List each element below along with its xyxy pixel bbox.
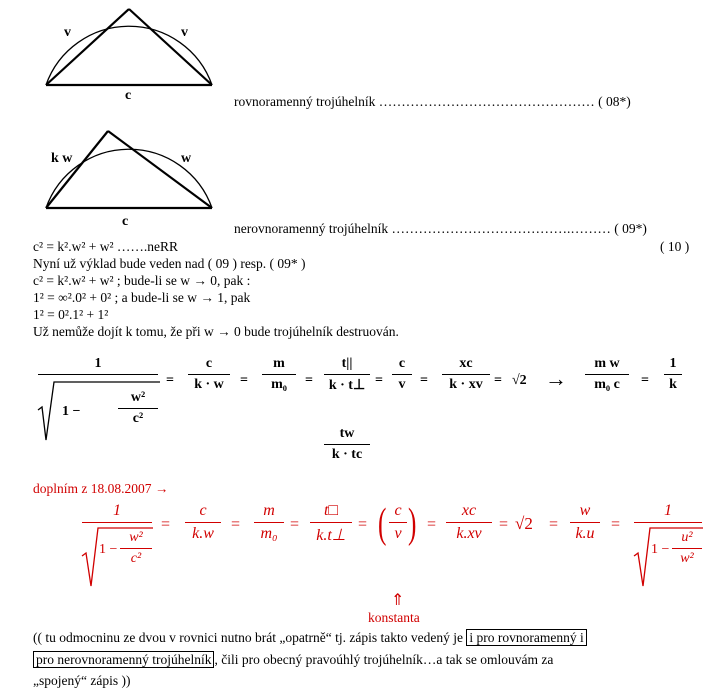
formula-red-ku: k.u (575, 525, 595, 542)
formula-red-w2: w² (129, 530, 143, 545)
paragraph-part3: „spojený“ zápis )) (33, 673, 131, 688)
equation-10: c² = k².w² + w² …….neRR (33, 239, 179, 254)
formula-red-sqrt2: √2 (515, 514, 533, 533)
formula-black-k-tperp: k · t⊥ (328, 378, 366, 393)
formula-red-eq7: = (549, 516, 559, 533)
triangle2-left-label: k w (51, 151, 73, 166)
formula-black-m0: m₀ (271, 377, 287, 392)
formula-red-m0: m₀ (260, 525, 278, 542)
formula-black-eq2: = (240, 373, 248, 388)
line-rovnoramenny: rovnoramenný trojúhelník ………………………………………… ( 08*) (234, 94, 631, 109)
formula-red-root-lead: 1 − (99, 542, 118, 557)
closing-paragraph-line2 (33, 652, 553, 668)
triangle2-right-label: w (181, 151, 192, 166)
formula-black-c-over-kw (188, 356, 230, 393)
formula-red-m-over-m0 (254, 502, 284, 543)
formula-black-c2: c² (132, 411, 144, 426)
formula-red-c-over-v (389, 502, 407, 543)
formula-red-u2-over-w2 (672, 530, 702, 567)
formula-black-eq6: = (494, 373, 502, 388)
formula-black-m: m (273, 356, 285, 371)
formula-red-eq5: = (427, 516, 437, 533)
formula-red-eq6: = (499, 516, 509, 533)
konstanta-label: konstanta (368, 610, 420, 625)
formula-black-root-fraction (38, 356, 158, 377)
triangle1-right-label: v (181, 25, 188, 40)
formula-black-xc: xc (459, 356, 473, 371)
text-line-b: 1² = ∞².0² + 0² ; a bude-li se w → 1, pak (33, 290, 251, 305)
formula-black-m-over-m0 (262, 356, 296, 393)
formula-red-c: c (199, 502, 207, 519)
triangle-diagram-isosceles (36, 2, 226, 102)
paragraph-boxed-2: pro nerovnoramenný trojúhelník (33, 651, 214, 668)
text-destruovan: Už nemůže dojít k tomu, že při w → 0 bude trojúhelník destruován. (33, 324, 399, 339)
formula-black-v: v (398, 377, 406, 392)
formula-red-root-lead-2: 1 − (651, 542, 670, 557)
formula-red-one: 1 (113, 502, 121, 519)
closing-paragraph-line3 (33, 673, 130, 689)
formula-black-mw: m w (594, 356, 620, 371)
formula-black-mw-over-m0c (585, 356, 629, 393)
formula-red-c-2: c (394, 502, 402, 519)
formula-red-k-tperp: k.t⊥ (316, 527, 346, 544)
formula-black-eq1: = (166, 373, 174, 388)
formula-red-lparen: ( (378, 501, 387, 547)
formula-red-rparen: ) (408, 501, 417, 547)
formula-red-root-fraction (82, 502, 152, 525)
formula-red-eq4: = (358, 516, 368, 533)
formula-red-kw: k.w (192, 525, 214, 542)
formula-red-xc-over-kxv (446, 502, 492, 543)
formula-red-t-over-ktperp (310, 502, 352, 545)
formula-black-eq3: = (305, 373, 313, 388)
formula-red-w2-2: w² (680, 551, 694, 566)
formula-black-tw: tw (339, 426, 355, 441)
line-nerovnoramenny: nerovnoramenný trojúhelník ………………………………….……… ( 09*) (234, 221, 647, 236)
formula-red-w-over-ku (570, 502, 600, 543)
triangle-diagram-nonisosceles (36, 124, 226, 224)
formula-black-m0c: m₀ c (594, 377, 620, 392)
formula-red-v: v (394, 525, 402, 542)
formula-red-m: m (263, 502, 275, 519)
formula-black-root-lead: 1 − (62, 404, 81, 419)
formula-black-ktc: k · tc (331, 447, 363, 462)
formula-black-kxv: k · xv (449, 377, 483, 392)
closing-paragraph-line1 (33, 630, 587, 646)
formula-black-sqrt2: √2 (512, 373, 527, 388)
formula-red-xc: xc (461, 502, 477, 519)
formula-black-one: 1 (94, 356, 102, 371)
paragraph-boxed-1: i pro rovnoramenný i (466, 629, 586, 646)
formula-black-w2: w² (130, 390, 146, 405)
equation-10-number: ( 10 ) (660, 239, 690, 254)
formula-red-c2: c² (130, 551, 142, 566)
formula-black-t-over-ktperp (324, 356, 370, 394)
formula-black-c-over-v (392, 356, 412, 393)
formula-black-tw-over-ktc (324, 426, 370, 463)
formula-black-t-par: t|| (341, 356, 353, 371)
triangle1-base-label: c (125, 88, 132, 103)
formula-red-eq3: = (290, 516, 300, 533)
formula-red-w: w (579, 502, 591, 519)
formula-red-c-over-kw (185, 502, 221, 543)
paragraph-part1: (( tu odmocninu ze dvou v rovnici nutno brát „opatrně“ tj. zápis takto vedený je (33, 630, 467, 645)
formula-black-kw: k · w (194, 377, 224, 392)
formula-red-t-box: t□ (323, 502, 339, 519)
paragraph-part2: , čili pro obecný pravoúhlý trojúhelník…a tak se omlouvám za (214, 652, 554, 667)
triangle2-base-label: c (122, 214, 129, 229)
formula-red-w2-over-c2 (120, 530, 152, 567)
formula-black-k: k (669, 377, 677, 392)
formula-red-one-2: 1 (664, 502, 672, 519)
formula-red-eq2: = (231, 516, 241, 533)
formula-red-u2: u² (681, 530, 693, 545)
formula-black-eq4: = (375, 373, 383, 388)
triangle1-left-label: v (64, 25, 71, 40)
formula-red-eq8: = (611, 516, 621, 533)
formula-black-eq5: = (420, 373, 428, 388)
text-vyklad: Nyní už výklad bude veden nad ( 09 ) resp. ( 09* ) (33, 256, 306, 271)
formula-black-w2-over-c2 (118, 390, 158, 427)
formula-black-one-2: 1 (669, 356, 677, 371)
formula-black-xc-over-kxv (442, 356, 490, 393)
text-line-a: c² = k².w² + w² ; bude-li se w → 0, pak : (33, 273, 251, 288)
formula-red-kxv: k.xv (456, 525, 482, 542)
formula-red-root-fraction-2 (634, 502, 702, 525)
formula-black-1-over-k (664, 356, 682, 393)
text-line-c: 1² = 0².1² + 1² (33, 307, 109, 322)
doplnim-label: doplním z 18.08.2007 → (33, 481, 169, 496)
formula-black-c: c (205, 356, 213, 371)
formula-red-eq1: = (161, 516, 171, 533)
formula-black-arrow: → (545, 366, 567, 391)
formula-black-c2nd: c (398, 356, 406, 371)
konstanta-arrow-icon: ⇑ (391, 592, 405, 609)
formula-black-eq7: = (641, 373, 649, 388)
